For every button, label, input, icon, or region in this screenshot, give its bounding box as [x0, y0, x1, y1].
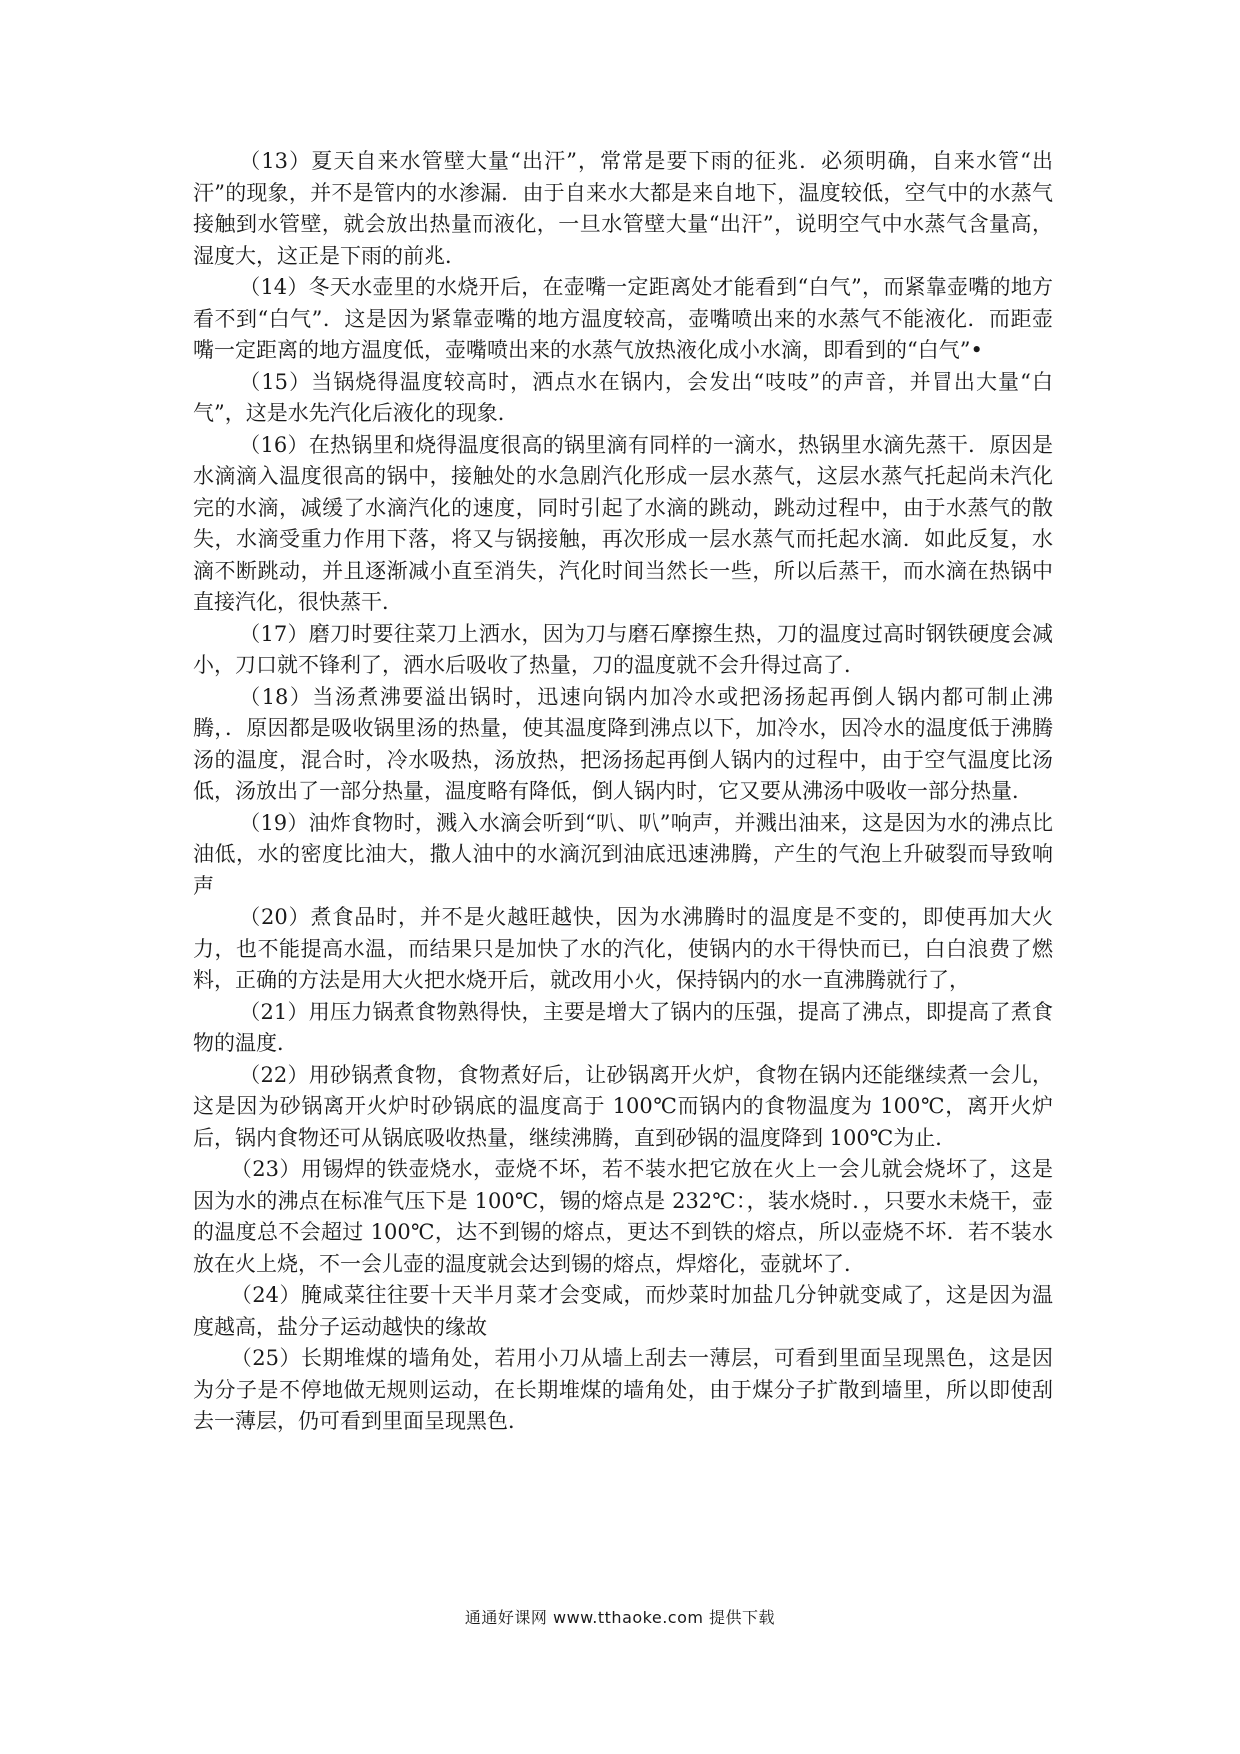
- paragraph-16: （16）在热锅里和烧得温度很高的锅里滴有同样的一滴水，热锅里水滴先蒸干．原因是水滴滴入温度很高的锅中，接触处的水急剧汽化形成一层水蒸气，这层水蒸气托起尚未汽化完的水滴，减缓了水滴汽化的速度，同时引起了水滴的跳动，跳动过程中，由于水蒸气的散失，水滴受重力作用下落，将又与锅接触，再次形成一层水蒸气而托起水滴．如此反复，水滴不断跳动，并且逐渐减小直至消失，汽化时间当然长一些，所以后蒸干，而水滴在热锅中直接汽化，很快蒸干．: [193, 432, 1053, 614]
- paragraph-19: （19）油炸食物时，溅入水滴会听到“叭、叭”响声，并溅出油来，这是因为水的沸点比油低，水的密度比油大，撒人油中的水滴沉到油底迅速沸腾，产生的气泡上升破裂而导致响声: [193, 810, 1053, 898]
- paragraph-21: （21）用压力锅煮食物熟得快，主要是增大了锅内的压强，提高了沸点，即提高了煮食物的温度．: [193, 999, 1053, 1055]
- paragraph-20: （20）煮食品时，并不是火越旺越快，因为水沸腾时的温度是不变的，即使再加大火力，也不能提高水温，而结果只是加快了水的汽化，使锅内的水干得快而已，白白浪费了燃料，正确的方法是用大火把水烧开后，就改用小火，保持锅内的水一直沸腾就行了，: [193, 905, 1053, 992]
- paragraph-14: （14）冬天水壶里的水烧开后，在壶嘴一定距离处才能看到“白气”，而紧靠壶嘴的地方看不到“白气”．这是因为紧靠壶嘴的地方温度较高，壶嘴喷出来的水蒸气不能液化．而距壶嘴一定距离的地方温度低，壶嘴喷出来的水蒸气放热液化成小水滴，即看到的“白气”•: [193, 275, 1053, 362]
- paragraph-23: （23）用锡焊的铁壶烧水，壶烧不坏，若不装水把它放在火上一会儿就会烧坏了，这是因为水的沸点在标准气压下是 100℃，锡的熔点是 232℃：，装水烧时．，只要水未烧干，壶的温度总不会超过 100℃，达不到锡的熔点，更达不到铁的熔点，所以壶烧不坏．若不装水放在火上烧，不一会儿壶的温度就会达到锡的熔点，焊熔化，壶就坏了．: [193, 1157, 1053, 1276]
- paragraph-18: （18）当汤煮沸要溢出锅时，迅速向锅内加冷水或把汤扬起再倒人锅内都可制止沸腾，．原因都是吸收锅里汤的热量，使其温度降到沸点以下，加冷水，因冷水的温度低于沸腾汤的温度，混合时，冷水吸热，汤放热，把汤扬起再倒人锅内的过程中，由于空气温度比汤低，汤放出了一部分热量，温度略有降低，倒人锅内时，它又要从沸汤中吸收一部分热量．: [193, 684, 1053, 803]
- paragraph-25: （25）长期堆煤的墙角处，若用小刀从墙上刮去一薄层，可看到里面呈现黑色，这是因为分子是不停地做无规则运动，在长期堆煤的墙角处，由于煤分子扩散到墙里，所以即使刮去一薄层，仍可看到里面呈现黑色．: [193, 1346, 1053, 1433]
- paragraph-24: （24）腌咸菜往往要十天半月菜才会变咸，而炒菜时加盐几分钟就变咸了，这是因为温度越高，盐分子运动越快的缘故: [193, 1283, 1053, 1339]
- page-footer: 通通好课网 www.tthaoke.com 提供下载: [464, 1608, 776, 1627]
- document-body: [193, 146, 1053, 1438]
- paragraph-17: （17）磨刀时要往菜刀上洒水，因为刀与磨石摩擦生热，刀的温度过高时钢铁硬度会减小，刀口就不锋利了，洒水后吸收了热量，刀的温度就不会升得过高了．: [193, 621, 1053, 677]
- paragraph-13: （13）夏天自来水管壁大量“出汗”，常常是要下雨的征兆．必须明确，自来水管“出汗”的现象，并不是管内的水渗漏．由于自来水大都是来自地下，温度较低，空气中的水蒸气接触到水管壁，就会放出热量而液化，一旦水管壁大量“出汗”，说明空气中水蒸气含量高，湿度大，这正是下雨的前兆．: [193, 149, 1053, 268]
- paragraph-22: （22）用砂锅煮食物，食物煮好后，让砂锅离开火炉，食物在锅内还能继续煮一会儿，这是因为砂锅离开火炉时砂锅底的温度高于 100℃而锅内的食物温度为 100℃，离开火炉后，锅内食物还可从锅底吸收热量，继续沸腾，直到砂锅的温度降到 100℃为止．: [193, 1062, 1053, 1150]
- paragraph-15: （15）当锅烧得温度较高时，洒点水在锅内，会发出“吱吱”的声音，并冒出大量“白气”，这是水先汽化后液化的现象．: [193, 369, 1053, 425]
